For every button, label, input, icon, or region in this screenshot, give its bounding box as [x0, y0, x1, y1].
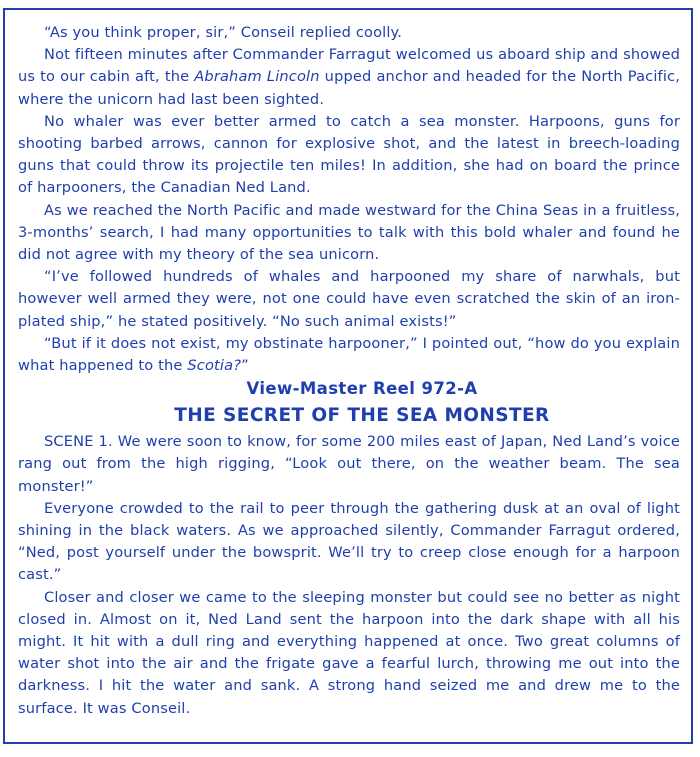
- paragraph: [18, 111, 680, 200]
- document-body: [18, 22, 680, 720]
- paragraph: [18, 498, 680, 587]
- text-run: ”: [241, 357, 249, 375]
- narrative-bottom: [18, 431, 680, 720]
- text-run: As we reached the North Pacific and made westward for the China Seas in a fruitless, 3-months’ search, I had many opportunities to talk with this bold whaler and found he did not agree with my theory of the sea unicorn.: [18, 201, 680, 264]
- italic-title-run: Abraham Lincoln: [194, 68, 320, 86]
- paragraph: [18, 200, 680, 267]
- paragraph: [18, 22, 680, 44]
- text-run: SCENE 1. We were soon to know, for some 200 miles east of Japan, Ned Land’s voice rang out from the high rigging, “Look out there, on the weather beam. The sea monster!”: [18, 433, 680, 495]
- text-run: No whaler was ever better armed to catch a sea monster. Harpoons, guns for shooting barbed arrows, cannon for explosive shot, and the latest in breech-loading guns that could throw its projectile ten miles! In addition, she had on board the prince of harpooners, the Canadian Ned Land.: [18, 112, 680, 197]
- text-run: Not fifteen minutes after Commander Farragut welcomed us aboard ship and showed us to our cabin aft, the: [18, 46, 680, 86]
- paragraph: [18, 333, 680, 377]
- story-title: THE SECRET OF THE SEA MONSTER: [174, 405, 550, 427]
- narrative-top: [18, 22, 680, 377]
- paragraph: [18, 44, 680, 111]
- text-run: “As you think proper, sir,” Conseil replied coolly.: [44, 24, 403, 41]
- paragraph: [18, 431, 680, 498]
- italic-title-run: Scotia?: [187, 357, 242, 375]
- text-run: “I’ve followed hundreds of whales and harpooned my share of narwhals, but however well armed they were, not one could have even scratched the skin of an iron-plated ship,” he stated positively. “No such animal exists!”: [18, 268, 680, 330]
- reel-heading: View-Master Reel 972-A: [246, 379, 478, 399]
- text-run: Closer and closer we came to the sleeping monster but could see no better as night closed in. Almost on it, Ned Land sent the harpoon into the dark shape with all his might. It hit with a dull ring and everything happened at once. Two great columns of water shot into the air and the frigate gave a fearful lurch, throwing me out into the darkness. I hit the water and sank. A strong hand seized me and drew me to the surface. It was Conseil.: [18, 588, 680, 717]
- paragraph: [18, 587, 680, 720]
- text-run: “But if it does not exist, my obstinate harpooner,” I pointed out, “how do you explain what happened to the: [18, 334, 680, 375]
- paragraph: [18, 266, 680, 333]
- text-run: Everyone crowded to the rail to peer through the gathering dusk at an oval of light shining in the black waters. As we approached silently, Commander Farragut ordered, “Ned, post yourself under the bowsprit. We’ll try to creep close enough for a harpoon cast.”: [18, 499, 680, 584]
- text-run: upped anchor and headed for the North Pacific, where the unicorn had last been sighted.: [18, 68, 680, 108]
